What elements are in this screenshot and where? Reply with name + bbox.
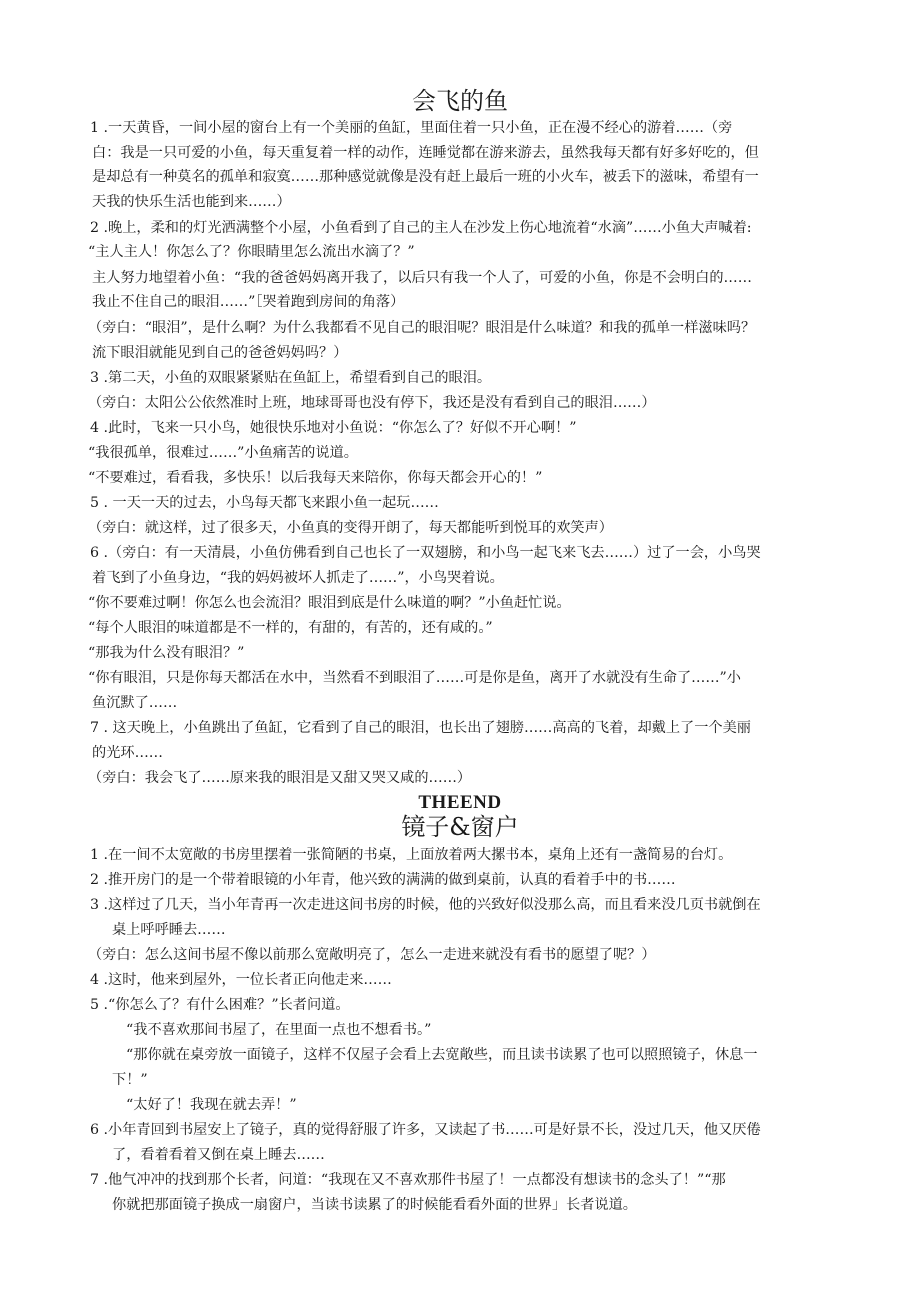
story1-line: “不要难过，看看我，多快乐！以后我每天来陪你，你每天都会开心的！” xyxy=(88,470,543,486)
story1-line: 3 .第二天，小鱼的双眼紧紧贴在鱼缸上，希望看到自己的眼泪。 xyxy=(90,370,492,386)
story1-line: （旁白：太阳公公依然准时上班，地球哥哥也没有停下，我还是没有看到自己的眼泪……） xyxy=(88,395,656,411)
story2-line: “我不喜欢那间书屋了，在里面一点也不想看书。” xyxy=(126,1022,432,1038)
story1-line: 白：我是一只可爱的小鱼，每天重复着一样的动作，连睡觉都在游来游去，虽然我每天都有好多好吃的，但 xyxy=(92,145,759,161)
story1-line: “主人主人！你怎么了？你眼睛里怎么流出水滴了？” xyxy=(88,244,415,260)
story2-line: 桌上呼呼睡去…… xyxy=(112,922,226,938)
story2-line: “太好了！我现在就去弄！” xyxy=(126,1097,297,1113)
story1-title: 会飞的鱼 xyxy=(412,87,508,115)
story1-line: 我止不住自己的眼泪……”［哭着跑到房间的角落） xyxy=(92,294,405,310)
story1-line: “我很孤单，很难过……”小鱼痛苦的说道。 xyxy=(88,445,358,461)
story2-line: 1 .在一间不太宽敞的书房里摆着一张简陋的书桌，上面放着两大摞书本，桌角上还有一盏简易的台灯。 xyxy=(90,847,733,863)
story1-line: 5 . 一天一天的过去，小鸟每天都飞来跟小鱼一起玩…… xyxy=(90,495,439,511)
story1-line: “那我为什么没有眼泪？” xyxy=(88,645,245,661)
story1-line: 着飞到了小鱼身边，“我的妈妈被坏人抓走了……”，小鸟哭着说。 xyxy=(92,570,504,586)
story1-line: 主人努力地望着小鱼：“我的爸爸妈妈离开我了，以后只有我一个人了，可爱的小鱼，你是不会明白的…… xyxy=(92,270,752,286)
story2-title: 镜子&窗户 xyxy=(401,813,519,841)
story1-line: 是却总有一种莫名的孤单和寂寞……那种感觉就像是没有赶上最后一班的小火车，被丢下的滋味，希望有一 xyxy=(92,169,759,185)
story1-line: 天我的快乐生活也能到来……） xyxy=(92,194,291,210)
story1-line: 7 . 这天晚上，小鱼跳出了鱼缸，它看到了自己的眼泪，也长出了翅膀……高高的飞着，却戴上了一个美丽 xyxy=(90,720,751,736)
story1-line: 4 .此时，飞来一只小鸟，她很快乐地对小鱼说：“你怎么了？好似不开心啊！” xyxy=(90,420,577,436)
story2-line: 6 .小年青回到书屋安上了镜子，真的觉得舒服了许多，又读起了书……可是好景不长，没过几天，他又厌倦 xyxy=(90,1122,761,1138)
story1-line: （旁白：“眼泪”，是什么啊？为什么我都看不见自己的眼泪呢？眼泪是什么味道？和我的孤单一样滋味吗？ xyxy=(88,320,756,336)
story1-end-marker: THEEND xyxy=(418,792,502,813)
story2-line: 7 .他气冲冲的找到那个长者，问道：“我现在又不喜欢那件书屋了！一点都没有想读书的念头了！”“那 xyxy=(90,1172,726,1188)
story1-line: 流下眼泪就能见到自己的爸爸妈妈吗？） xyxy=(92,345,348,361)
story2-line: （旁白：怎么这间书屋不像以前那么宽敞明亮了，怎么一走进来就没有看书的愿望了呢？） xyxy=(88,947,656,963)
story2-line: 了，看着看着又倒在桌上睡去…… xyxy=(112,1147,325,1163)
story2-line: 2 .推开房门的是一个带着眼镜的小年青，他兴致的满满的做到桌前，认真的看着手中的书…… xyxy=(90,872,676,888)
story1-line: 2 .晚上，柔和的灯光洒满整个小屋，小鱼看到了自己的主人在沙发上伤心地流着“水滴”……小鱼大声喊着: xyxy=(90,220,752,236)
story2-line: 下！” xyxy=(112,1072,148,1088)
story2-line: 3 .这样过了几天，当小年青再一次走进这间书房的时候，他的兴致好似没那么高，而且看来没几页书就倒在 xyxy=(90,897,761,913)
story1-line: （旁白：我会飞了……原来我的眼泪是又甜又哭又咸的……） xyxy=(88,770,472,786)
story1-line: “每个人眼泪的味道都是不一样的，有甜的，有苦的，还有咸的。” xyxy=(88,620,493,636)
story2-line: 你就把那面镜子换成一扇窗户，当读书读累了的时候能看看外面的世界」长者说道。 xyxy=(112,1197,637,1213)
story1-line: “你不要难过啊！你怎么也会流泪？眼泪到底是什么味道的啊？”小鱼赶忙说。 xyxy=(88,595,571,611)
story1-line: 的光环…… xyxy=(92,745,163,761)
story2-line: 5 .“你怎么了？有什么困难？”长者问道。 xyxy=(90,997,350,1013)
story2-line: 4 .这时，他来到屋外，一位长者正向他走来…… xyxy=(90,972,392,988)
story2-line: “那你就在桌旁放一面镜子，这样不仅屋子会看上去宽敞些，而且读书读累了也可以照照镜子，休息一 xyxy=(126,1047,758,1063)
story1-line: 鱼沉默了…… xyxy=(92,695,178,711)
story1-line: （旁白：就这样，过了很多天，小鱼真的变得开朗了，每天都能听到悦耳的欢笑声） xyxy=(88,520,613,536)
story1-line: 6 .（旁白：有一天清晨，小鱼仿佛看到自己也长了一双翅膀，和小鸟一起飞来飞去……）过了一会，小鸟哭 xyxy=(90,545,761,561)
story1-line: 1 .一天黄昏，一间小屋的窗台上有一个美丽的鱼缸，里面住着一只小鱼，正在漫不经心的游着……（旁 xyxy=(90,120,733,136)
story1-line: “你有眼泪，只是你每天都活在水中，当然看不到眼泪了……可是你是鱼，离开了水就没有生命了……”小 xyxy=(88,670,741,686)
